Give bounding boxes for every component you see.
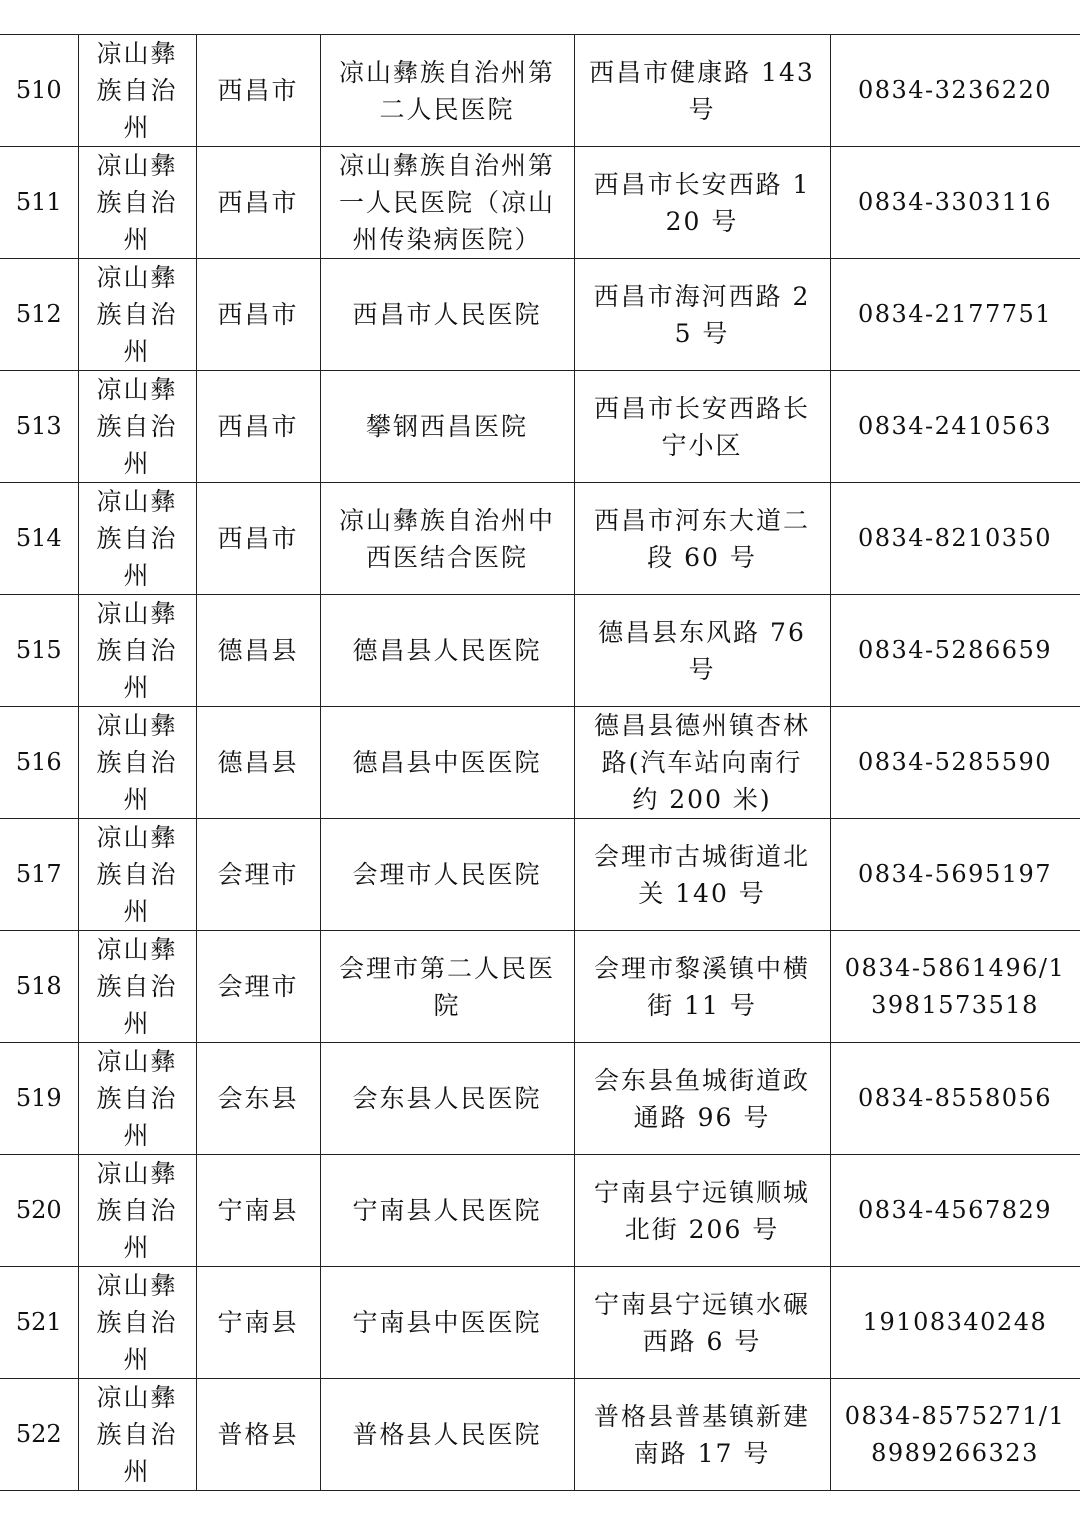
hospital-name-cell: 会理市第二人民医院 [320,931,574,1043]
row-index-cell: 516 [0,707,78,819]
hospital-name-cell: 德昌县中医医院 [320,707,574,819]
address-cell: 会东县鱼城街道政通路 96 号 [574,1043,830,1155]
phone-cell: 19108340248 [830,1267,1080,1379]
address-cell: 德昌县东风路 76 号 [574,595,830,707]
hospital-name-cell: 宁南县中医医院 [320,1267,574,1379]
table-row [0,35,1080,147]
hospital-name-cell: 德昌县人民医院 [320,595,574,707]
county-cell: 西昌市 [196,371,320,483]
table-row [0,819,1080,931]
hospital-name-cell: 西昌市人民医院 [320,259,574,371]
address-cell: 会理市黎溪镇中横街 11 号 [574,931,830,1043]
table-row [0,147,1080,259]
row-index-cell: 511 [0,147,78,259]
phone-cell: 0834-8210350 [830,483,1080,595]
row-index-cell: 520 [0,1155,78,1267]
row-index-cell: 512 [0,259,78,371]
phone-cell: 0834-5695197 [830,819,1080,931]
county-cell: 德昌县 [196,707,320,819]
hospital-name-cell: 宁南县人民医院 [320,1155,574,1267]
hospital-name-cell: 攀钢西昌医院 [320,371,574,483]
document-page [0,34,1080,1491]
county-cell: 会东县 [196,1043,320,1155]
prefecture-cell: 凉山彝族自治州 [78,1155,196,1267]
table-body [0,35,1080,1491]
prefecture-cell: 凉山彝族自治州 [78,819,196,931]
phone-cell: 0834-5285590 [830,707,1080,819]
county-cell: 西昌市 [196,483,320,595]
prefecture-cell: 凉山彝族自治州 [78,35,196,147]
phone-cell: 0834-4567829 [830,1155,1080,1267]
table-row [0,595,1080,707]
prefecture-cell: 凉山彝族自治州 [78,1379,196,1491]
table-row [0,483,1080,595]
prefecture-cell: 凉山彝族自治州 [78,1267,196,1379]
county-cell: 西昌市 [196,147,320,259]
phone-cell: 0834-8575271/18989266323 [830,1379,1080,1491]
hospital-name-cell: 会理市人民医院 [320,819,574,931]
county-cell: 会理市 [196,819,320,931]
prefecture-cell: 凉山彝族自治州 [78,931,196,1043]
prefecture-cell: 凉山彝族自治州 [78,147,196,259]
row-index-cell: 510 [0,35,78,147]
address-cell: 宁南县宁远镇水碾西路 6 号 [574,1267,830,1379]
address-cell: 西昌市长安西路 120 号 [574,147,830,259]
hospital-name-cell: 凉山彝族自治州第一人民医院（凉山州传染病医院） [320,147,574,259]
address-cell: 宁南县宁远镇顺城北街 206 号 [574,1155,830,1267]
prefecture-cell: 凉山彝族自治州 [78,483,196,595]
phone-cell: 0834-5286659 [830,595,1080,707]
hospital-name-cell: 凉山彝族自治州中西医结合医院 [320,483,574,595]
table-row [0,371,1080,483]
row-index-cell: 518 [0,931,78,1043]
table-row [0,707,1080,819]
county-cell: 普格县 [196,1379,320,1491]
county-cell: 会理市 [196,931,320,1043]
prefecture-cell: 凉山彝族自治州 [78,259,196,371]
table-row [0,1043,1080,1155]
row-index-cell: 514 [0,483,78,595]
prefecture-cell: 凉山彝族自治州 [78,707,196,819]
county-cell: 西昌市 [196,35,320,147]
hospital-name-cell: 会东县人民医院 [320,1043,574,1155]
hospital-table [0,34,1080,1491]
address-cell: 西昌市海河西路 25 号 [574,259,830,371]
hospital-name-cell: 普格县人民医院 [320,1379,574,1491]
row-index-cell: 513 [0,371,78,483]
table-row [0,259,1080,371]
phone-cell: 0834-5861496/13981573518 [830,931,1080,1043]
prefecture-cell: 凉山彝族自治州 [78,1043,196,1155]
phone-cell: 0834-2410563 [830,371,1080,483]
table-row [0,1155,1080,1267]
hospital-name-cell: 凉山彝族自治州第二人民医院 [320,35,574,147]
address-cell: 西昌市河东大道二段 60 号 [574,483,830,595]
address-cell: 德昌县德州镇杏林路(汽车站向南行约 200 米) [574,707,830,819]
prefecture-cell: 凉山彝族自治州 [78,371,196,483]
address-cell: 普格县普基镇新建南路 17 号 [574,1379,830,1491]
phone-cell: 0834-3303116 [830,147,1080,259]
row-index-cell: 521 [0,1267,78,1379]
table-row [0,931,1080,1043]
table-row [0,1379,1080,1491]
phone-cell: 0834-3236220 [830,35,1080,147]
prefecture-cell: 凉山彝族自治州 [78,595,196,707]
table-row [0,1267,1080,1379]
county-cell: 宁南县 [196,1155,320,1267]
phone-cell: 0834-8558056 [830,1043,1080,1155]
address-cell: 会理市古城街道北关 140 号 [574,819,830,931]
address-cell: 西昌市健康路 143 号 [574,35,830,147]
row-index-cell: 522 [0,1379,78,1491]
row-index-cell: 517 [0,819,78,931]
phone-cell: 0834-2177751 [830,259,1080,371]
address-cell: 西昌市长安西路长宁小区 [574,371,830,483]
county-cell: 德昌县 [196,595,320,707]
county-cell: 西昌市 [196,259,320,371]
county-cell: 宁南县 [196,1267,320,1379]
row-index-cell: 515 [0,595,78,707]
row-index-cell: 519 [0,1043,78,1155]
